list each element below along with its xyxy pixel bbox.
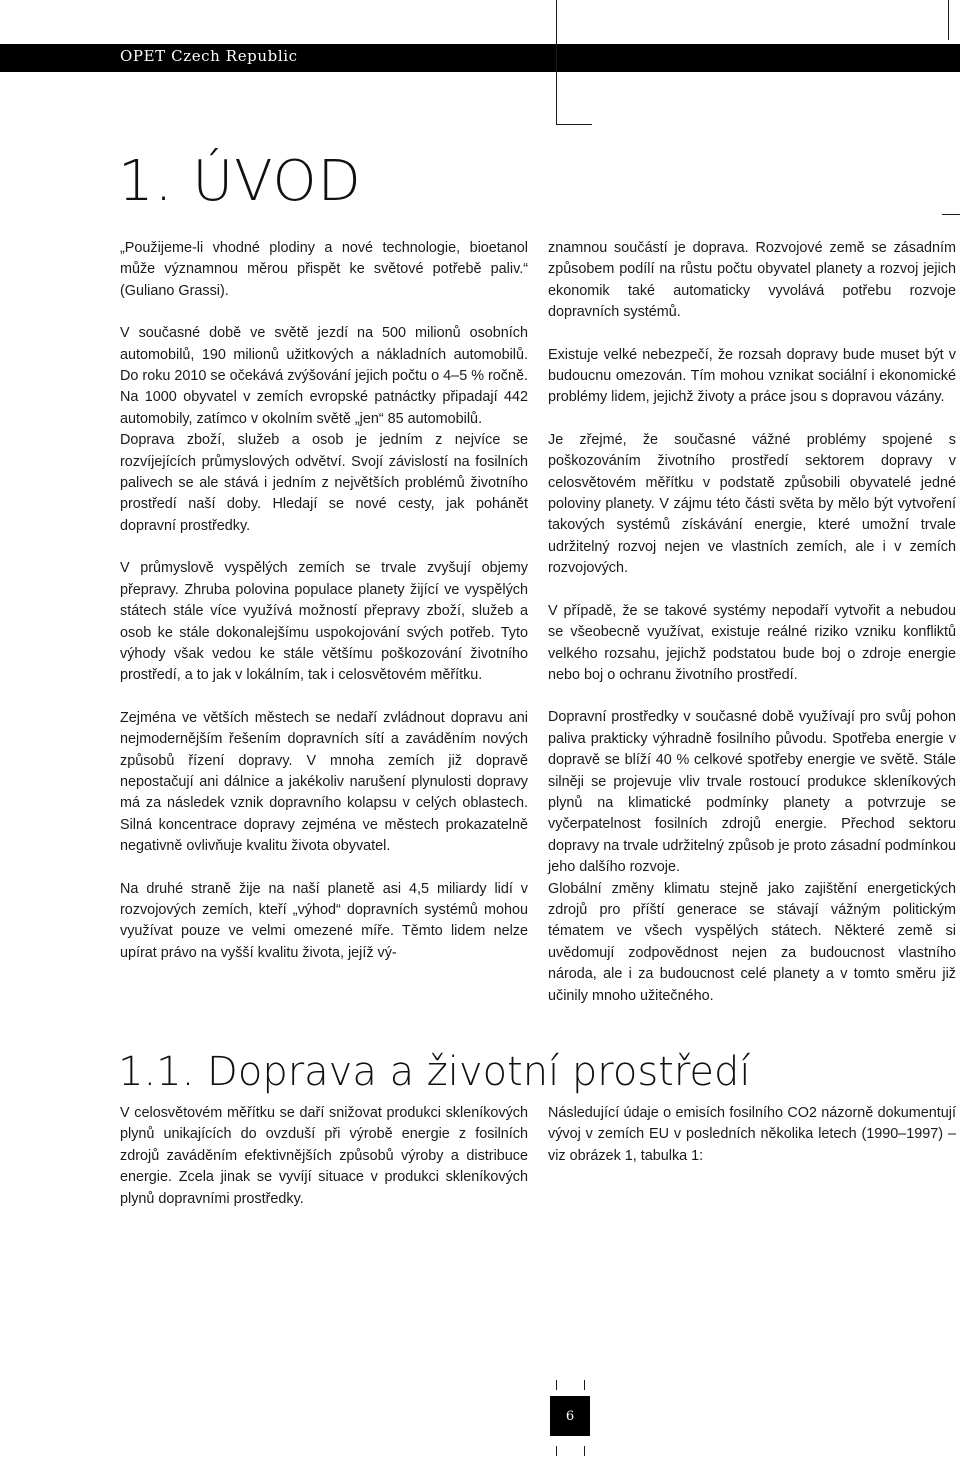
header-title: OPET Czech Republic [120,47,298,65]
crop-mark [584,1446,585,1456]
paragraph: V průmyslově vyspělých zemích se trvale zvyšují objemy přepravy. Zhruba polovina populace planety žijící ve vyspělých státech stále více využívá možností přepravy zboží, služeb a osob ke stále dokonalejšímu uspokojování svých potřeb. Tyto výhody však vedou ke stále většímu poškozování životního prostředí, a to jak v lokálním, tak i celosvětovém měřítku. [120,560,528,684]
paragraph: V celosvětovém měřítku se daří snižovat produkci skleníkových plynů unikajících do ovzduší při výrobě energie z fosilních zdrojů zaváděním efektivnějších způsobů výroby a distribuce energie. Zcela jinak se vyvíjí situace v produkci skleníkových plynů dopravními prostředky. [120,1105,528,1207]
paragraph: Na druhé straně žije na naší planetě asi 4,5 miliardy lidí v rozvojových zemích, kteří „výhod“ dopravních systémů mohou využívat pouze ve velmi omezené míře. Těmto lidem nelze upírat právo na vyšší kvalitu života, jejíž vý- [120,880,528,961]
paragraph: Doprava zboží, služeb a osob je jedním z nejvíce se rozvíjejících průmyslových odvětví. Svojí závislostí na fosilních palivech se ale stává i jedním z největších problémů životního prostředí naší doby. Hledají se nové cesty, jak pohánět dopravní prostředky. [120,432,528,534]
section-right-column [548,1103,956,1167]
paragraph: Globální změny klimatu stejně jako zajištění energetických zdrojů pro příští generace se stávají vážným politickým tématem ve všech vyspělých státech. Některé země si uvědomují zodpovědnost nejen za budoucnost vlastního národa, ale i za budoucnost celé planety a v tomto směru již učinily mnoho užitečného. [548,880,956,1004]
paragraph: V případě, že se takové systémy nepodaří vytvořit a nebudou se všeobecně využívat, existuje reálné riziko vzniku konfliktů velkého rozsahu, jejichž podstatou bude boj o zdroje energie nebo boj o ochranu životního prostředí. [548,602,956,683]
page-number: 6 [550,1396,590,1436]
intro-left-column [120,238,528,964]
top-vertical-rule [556,0,557,124]
chapter-title: 1. ÚVOD [118,149,362,214]
section-title: 1.1. Doprava a životní prostředí [118,1049,751,1095]
crop-mark [584,1380,585,1390]
section-left-column [120,1103,528,1210]
quote-paragraph: „Použijeme-li vhodné plodiny a nové technologie, bioetanol může významnou měrou přispět ke světové potřebě paliv.“ (Guliano Grassi). [120,240,528,299]
paragraph: Existuje velké nebezpečí, že rozsah dopravy bude muset být v budoucnu omezován. Tím mohou vznikat sociální i ekonomické problémy lidem, jejichž životy a práce jsou s dopravou vázány. [548,346,956,406]
paragraph: Následující údaje o emisích fosilního CO2 názorně dokumentují vývoj v zemích EU v posledních několika letech (1990–1997) – viz obrázek 1, tabulka 1: [548,1105,956,1164]
right-vertical-rule [948,0,949,40]
title-right-rule [942,214,960,215]
crop-mark [556,1446,557,1456]
intro-right-column [548,238,956,1007]
paragraph: znamnou součástí je doprava. Rozvojové země se zásadním způsobem podílí na růstu počtu obyvatel planety a rozvoj jejich ekonomik také automaticky vyvolává potřebu rozvoje dopravních systémů. [548,240,956,321]
top-horizontal-rule [556,124,592,125]
paragraph: V současné době ve světě jezdí na 500 milionů osobních automobilů, 190 milionů užitkových a nákladních automobilů. Do roku 2010 se očekává zvýšování jejich počtu o 4–5 % ročně. Na 1000 obyvatel v zemích evropské patnáctky připadají 442 automobily, zatímco v okolním světě „jen“ 85 automobilů. [120,325,528,427]
paragraph: Je zřejmé, že současné vážné problémy spojené s poškozováním životního prostředí sektorem dopravy v celosvětovém měřítku v podstatě způsobili obyvatelé jedné poloviny planety. V zájmu této části světa by mělo být vytvoření takových systémů získávání energie, které umožní trvale udržitelný rozvoj nejen ve vlastních zemích, ale i v zemích rozvojových. [548,431,956,577]
paragraph: Dopravní prostředky v současné době využívají pro svůj pohon paliva prakticky výhradně fosilního původu. Spotřeba energie v dopravě se blíží 40 % celkové spotřeby energie ve světě. Stále silněji se projevuje vliv trvale rostoucí produkce skleníkových plynů na klimatické podmínky planety a potvrzuje se vyčerpatelnost fosilních zdrojů energie. Přechod sektoru dopravy na trvale udržitelný způsob je proto zásadní podmínkou jeho dalšího rozvoje. [548,709,956,876]
paragraph: Zejména ve větších městech se nedaří zvládnout dopravu ani nejmodernějším řešením dopravních sítí a zaváděním nových způsobů řízení dopravy. V mnoha zemích již dopravě nepostačují ani dálnice a jakékoliv narušení plynulosti dopravy má za následek vznik dopravního kolapsu v celých oblastech. Silná koncentrace dopravy zejména ve městech prokazatelně negativně ovlivňuje kvalitu života obyvatel. [120,709,528,855]
crop-mark [556,1380,557,1390]
